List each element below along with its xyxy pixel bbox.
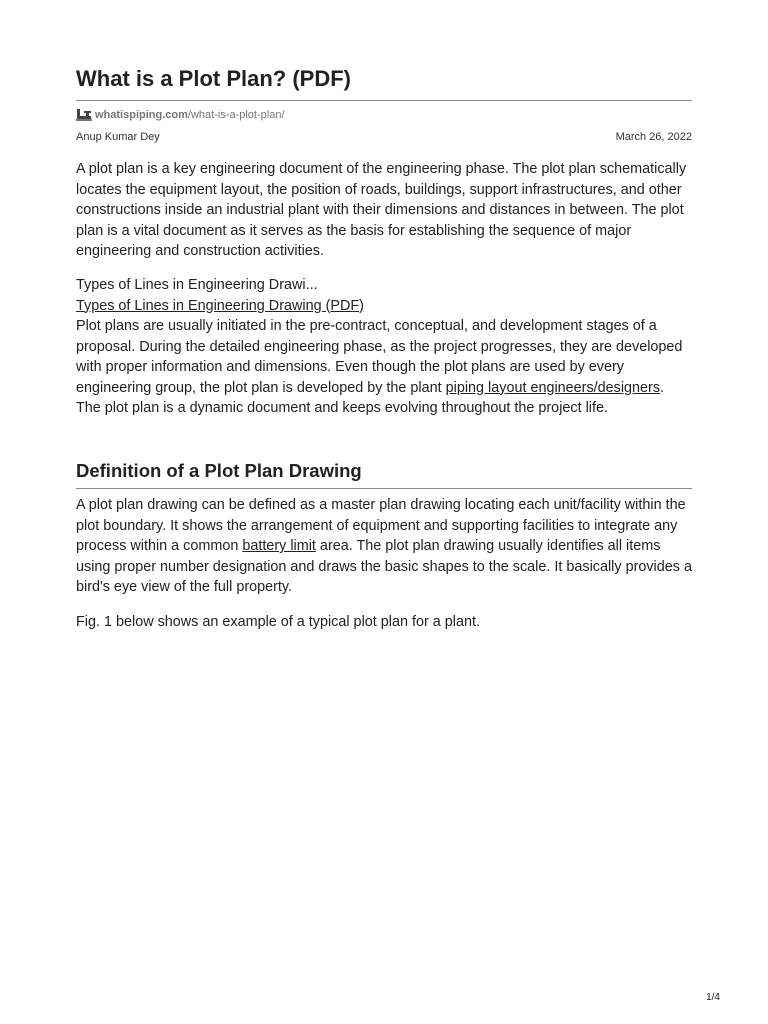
figure-reference-paragraph: Fig. 1 below shows an example of a typical plot plan for a plant.	[76, 614, 480, 630]
definition-paragraph	[76, 495, 692, 598]
publish-date: March 26, 2022	[615, 131, 692, 143]
source-path-link[interactable]: /what-is-a-plot-plan/	[187, 109, 285, 121]
piping-icon	[76, 108, 92, 122]
paragraph-text: Plot plans are usually initiated in the pre-contract, conceptual, and development stages of a proposal. During the detailed engineering phase, as the project progresses, they are developed with proper information and dimensions. Even though the plot plans are used by every engineering group, the plot plan is developed by the plant	[76, 318, 683, 396]
page-title: What is a Plot Plan? (PDF)	[76, 66, 352, 91]
title-divider	[76, 100, 692, 101]
paragraph-text: . The plot plan is a dynamic document and keeps evolving throughout the project life.	[76, 379, 665, 416]
paragraph-text: area. The plot plan drawing usually identifies all items using proper number designation and draws the basic shapes to the scale. It basically provides a bird's eye view of the full property.	[76, 538, 692, 595]
page-number: 1/4	[706, 992, 720, 1003]
intro-paragraph: A plot plan is a key engineering document of the engineering phase. The plot plan schematically locates the equipment layout, the position of roads, buildings, support infrastructures, and other constructions inside an industrial plant with their dimensions and distances in between. The plot plan is a vital document as it serves as the basis for establishing the sequence of major engineering and construction activities.	[76, 161, 687, 259]
section-heading: Definition of a Plot Plan Drawing	[76, 460, 362, 481]
source-line	[76, 107, 285, 123]
author-name: Anup Kumar Dey	[76, 131, 160, 143]
plot-plan-paragraph	[76, 316, 692, 419]
paragraph-text: A plot plan drawing can be defined as a master plan drawing locating each unit/facility within the plot boundary. It shows the arrangement of equipment and supporting facilities to integrate any process within a common	[76, 497, 686, 554]
piping-layout-link[interactable]: piping layout engineers/designers	[445, 379, 661, 396]
section-divider	[76, 488, 692, 489]
related-article-block	[76, 275, 692, 316]
battery-limit-link[interactable]: battery limit	[242, 538, 316, 554]
source-domain-link[interactable]: whatispiping.com	[95, 109, 188, 121]
related-article-truncated: Types of Lines in Engineering Drawi...	[76, 277, 318, 293]
article-meta	[76, 131, 692, 143]
related-article-link[interactable]: Types of Lines in Engineering Drawing (PDF)	[76, 297, 364, 314]
